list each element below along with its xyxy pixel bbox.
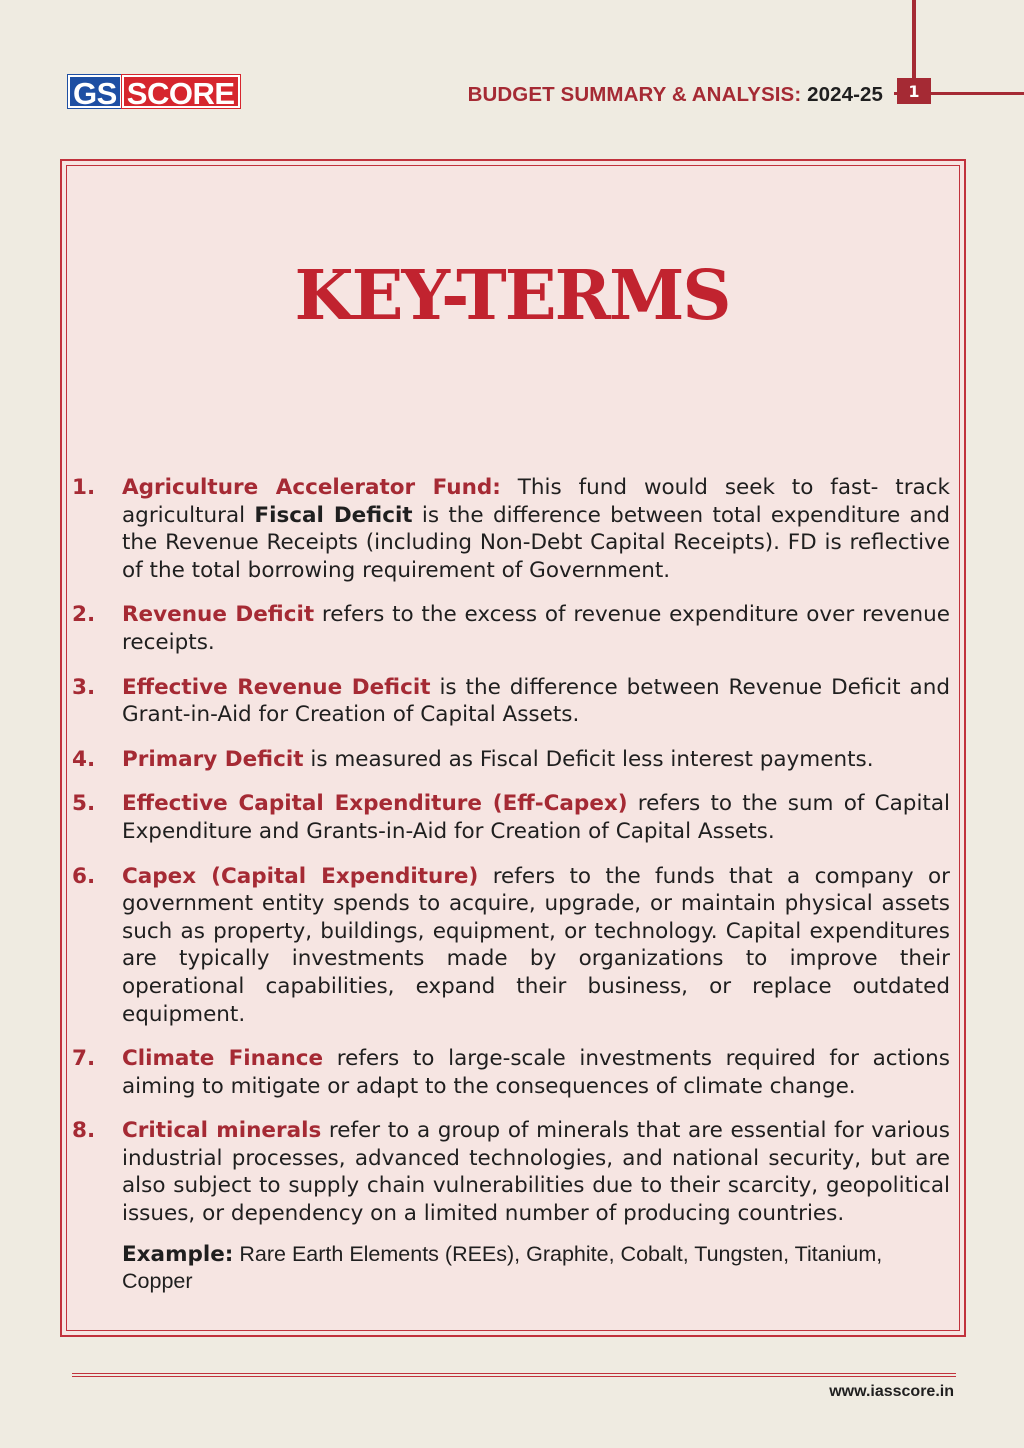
term-number: 1. bbox=[72, 475, 96, 500]
term-text: refers to large-scale investments required for actions aiming to mitigate or adapt to the consequences of climate change. bbox=[122, 1046, 951, 1099]
footer-divider bbox=[72, 1376, 956, 1377]
term-text: refers to the excess of revenue expenditure over revenue receipts. bbox=[122, 602, 950, 655]
example-text: Rare Earth Elements (REEs), Graphite, Cobalt, Tungsten, Titanium, Copper bbox=[122, 1241, 883, 1294]
footer-divider bbox=[72, 1373, 956, 1374]
list-item bbox=[72, 1045, 950, 1100]
footer-website-link[interactable]: www.iasscore.in bbox=[829, 1383, 954, 1400]
example-label: Example: bbox=[122, 1241, 234, 1267]
logo-gs: GS bbox=[68, 75, 122, 108]
list-item bbox=[72, 474, 950, 584]
term-text: refers to the funds that a company or government entity spends to acquire, upgrade, or maintain physical assets such as property, buildings, equipment, or technology. Capital expenditures are typically investments made by organizations to improve their operational capabilities, expand their business, or replace outdated equipment. bbox=[122, 863, 950, 1027]
list-item bbox=[72, 863, 950, 1029]
term-number: 5. bbox=[72, 791, 96, 817]
term-keyword: Critical minerals bbox=[122, 1118, 322, 1144]
list-item bbox=[72, 601, 950, 656]
page-title: KEY-TERMS bbox=[294, 256, 730, 336]
term-number: 2. bbox=[72, 602, 96, 628]
term-text: This fund would seek to fast- track agricultural bbox=[122, 475, 950, 528]
term-keyword: Agriculture Accelerator Fund: bbox=[122, 475, 501, 500]
term-keyword: Climate Finance bbox=[122, 1046, 324, 1072]
term-keyword: Revenue Deficit bbox=[122, 602, 315, 628]
term-number: 3. bbox=[72, 674, 96, 700]
list-item bbox=[72, 746, 950, 774]
term-keyword: Primary Deficit bbox=[122, 746, 304, 772]
term-keyword: Capex (Capital Expenditure) bbox=[122, 863, 479, 889]
term-number: 8. bbox=[72, 1118, 96, 1144]
header-year: 2024-25 bbox=[807, 83, 883, 106]
term-number: 6. bbox=[72, 863, 96, 889]
header-title bbox=[468, 83, 883, 107]
list-item bbox=[72, 1117, 950, 1227]
term-text: refer to a group of minerals that are essential for various industrial processes, advanced technologies, and national security, but are also subject to supply chain vulnerabilities due to their scarcity, geopolitical issues, or dependency on a limited number of producing countries. bbox=[122, 1118, 951, 1227]
page-number: 1 bbox=[897, 78, 931, 104]
logo-score: SCORE bbox=[122, 75, 240, 108]
term-number: 7. bbox=[72, 1046, 96, 1072]
term-number: 4. bbox=[72, 746, 96, 772]
list-item bbox=[72, 674, 950, 729]
list-item bbox=[72, 790, 950, 845]
term-text: refers to the sum of Capital Expenditure and Grants-in-Aid for Creation of Capital Assets. bbox=[122, 791, 951, 844]
term-keyword: Effective Revenue Deficit bbox=[122, 674, 431, 700]
term-text: is the difference between total expenditure and the Revenue Receipts (including Non-Debt Capital Receipts). FD is reflective of the total borrowing requirement of Government. bbox=[122, 502, 950, 583]
term-text: is the difference between Revenue Deficit and Grant-in-Aid for Creation of Capital Assets. bbox=[122, 674, 950, 728]
gs-score-logo bbox=[68, 75, 240, 111]
example-paragraph bbox=[72, 1241, 950, 1296]
term-text: is measured as Fiscal Deficit less interest payments. bbox=[303, 746, 874, 772]
key-terms-list bbox=[72, 474, 950, 1296]
term-inline-bold: Fiscal Deficit bbox=[254, 502, 413, 528]
header-title-text: BUDGET SUMMARY & ANALYSIS: bbox=[467, 83, 802, 106]
term-keyword: Effective Capital Expenditure (Eff-Capex) bbox=[122, 791, 628, 817]
